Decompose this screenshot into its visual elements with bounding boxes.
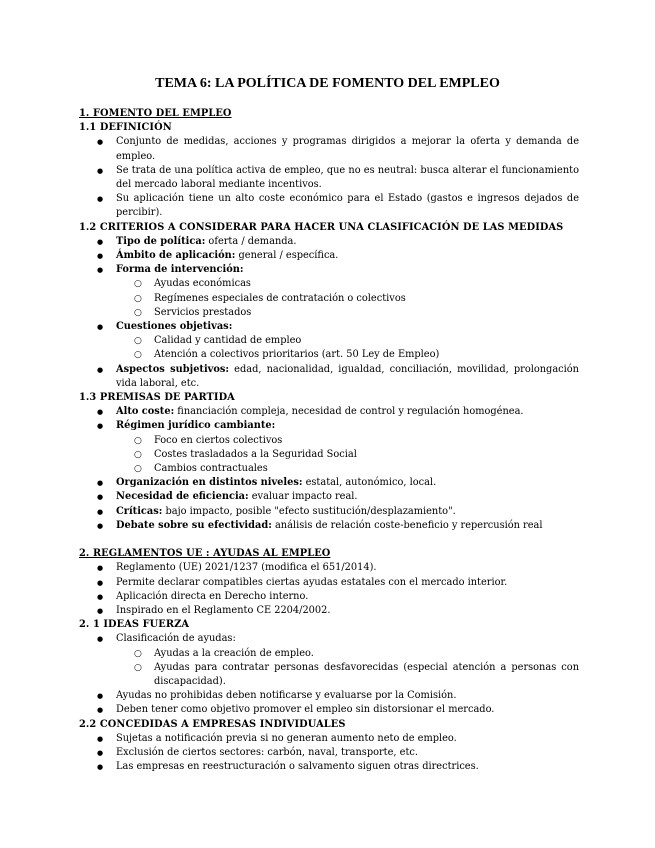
sub-list-item: ○ Atención a colectivos prioritarios (art. 50 Ley de Empleo) <box>79 348 579 362</box>
item-text: estatal, autonómico, local. <box>302 477 437 489</box>
section-heading-2: 2. REGLAMENTOS UE : AYUDAS AL EMPLEO <box>79 548 331 560</box>
sub-list-item: ○ Servicios prestados <box>79 306 579 320</box>
list-item <box>79 519 579 533</box>
item-text: análisis de relación coste-beneficio y repercusión real <box>271 519 543 531</box>
item-label: Forma de intervención: <box>116 264 244 276</box>
list-item <box>79 490 579 504</box>
criteria-list <box>79 235 579 391</box>
list-item: ● Sujetas a notificación previa si no generan aumento neto de empleo. <box>79 732 579 746</box>
list-item <box>79 320 579 334</box>
item-label: Cuestiones objetivas: <box>116 321 233 333</box>
list-item <box>79 476 579 490</box>
list-item: ● Ayudas no prohibidas deben notificarse y evaluarse por la Comisión. <box>79 689 579 703</box>
key-ideas-list <box>79 632 579 717</box>
list-item <box>79 263 579 277</box>
individual-companies-list <box>79 732 579 775</box>
item-text: oferta / demanda. <box>205 235 297 247</box>
list-item: ● Inspirado en el Reglamento CE 2204/2002. <box>79 604 579 618</box>
item-label: Necesidad de eficiencia: <box>116 491 249 503</box>
sub-list-item: ○ Regímenes especiales de contratación o colectivos <box>79 292 579 306</box>
list-item: ● Se trata de una política activa de empleo, que no es neutral: busca alterar el funcionamiento del mercado laboral mediante incentivos. <box>79 164 579 192</box>
list-item: ● Reglamento (UE) 2021/1237 (modifica el 651/2014). <box>79 561 579 575</box>
list-item: ● Exclusión de ciertos sectores: carbón, naval, transporte, etc. <box>79 746 579 760</box>
item-label: Tipo de política: <box>116 235 206 247</box>
sub-list-item: ○ Ayudas para contratar personas desfavorecidas (especial atención a personas con discapacidad). <box>79 661 579 689</box>
list-item: ● Su aplicación tiene un alto coste económico para el Estado (gastos e ingresos dejados de percibir). <box>79 192 579 220</box>
document-title: TEMA 6: LA POLÍTICA DE FOMENTO DEL EMPLEO <box>155 76 500 91</box>
list-item <box>79 405 579 419</box>
list-item <box>79 505 579 519</box>
item-label: Organización en distintos niveles: <box>116 477 303 489</box>
list-item: ● Permite declarar compatibles ciertas ayudas estatales con el mercado interior. <box>79 576 579 590</box>
list-item <box>79 419 579 433</box>
item-label: Críticas: <box>116 505 163 517</box>
section-spacer <box>79 533 579 547</box>
subsection-heading-2-1: 2. 1 IDEAS FUERZA <box>79 619 190 631</box>
item-label: Aspectos subjetivos: <box>116 363 230 375</box>
item-label: Régimen jurídico cambiante: <box>116 420 276 432</box>
item-text: evaluar impacto real. <box>248 491 358 503</box>
list-item <box>79 363 579 391</box>
subsection-heading-2-2: 2.2 CONCEDIDAS A EMPRESAS INDIVIDUALES <box>79 718 346 730</box>
sub-list-item: ○ Ayudas económicas <box>79 277 579 291</box>
sub-list-item: ○ Costes trasladados a la Seguridad Social <box>79 448 579 462</box>
section-heading-1: 1. FOMENTO DEL EMPLEO <box>79 108 232 119</box>
document-body <box>79 107 579 774</box>
list-item: ● Conjunto de medidas, acciones y programas dirigidos a mejorar la oferta y demanda de empleo. <box>79 135 579 163</box>
regulations-list <box>79 561 579 618</box>
item-text: financiación compleja, necesidad de control y regulación homogénea. <box>174 406 524 418</box>
item-label: Alto coste: <box>116 406 175 418</box>
sub-list-item: ○ Cambios contractuales <box>79 462 579 476</box>
list-item: ● Las empresas en reestructuración o salvamento siguen otras directrices. <box>79 760 579 774</box>
list-item <box>79 249 579 263</box>
list-item <box>79 235 579 249</box>
subsection-heading-1-1: 1.1 DEFINICIÓN <box>79 122 172 134</box>
item-text: edad, nacionalidad, igualdad, conciliación, movilidad, prolongación vida laboral, etc. <box>116 363 579 389</box>
list-item: ● Aplicación directa en Derecho interno. <box>79 590 579 604</box>
item-label: Debate sobre su efectividad: <box>116 519 272 531</box>
item-text: general / específica. <box>235 250 339 262</box>
definition-list <box>79 135 579 220</box>
subsection-heading-1-2: 1.2 CRITERIOS A CONSIDERAR PARA HACER UNA CLASIFICACIÓN DE LAS MEDIDAS <box>79 221 564 233</box>
list-item: ● Clasificación de ayudas: <box>79 632 579 646</box>
item-label: Ámbito de aplicación: <box>116 250 236 262</box>
premises-list <box>79 405 579 533</box>
sub-list-item: ○ Foco en ciertos colectivos <box>79 434 579 448</box>
subsection-heading-1-3: 1.3 PREMISAS DE PARTIDA <box>79 392 235 404</box>
sub-list-item: ○ Calidad y cantidad de empleo <box>79 334 579 348</box>
sub-list-item: ○ Ayudas a la creación de empleo. <box>79 647 579 661</box>
list-item: ● Deben tener como objetivo promover el empleo sin distorsionar el mercado. <box>79 703 579 717</box>
item-text: bajo impacto, posible "efecto sustitución/desplazamiento". <box>162 505 456 517</box>
